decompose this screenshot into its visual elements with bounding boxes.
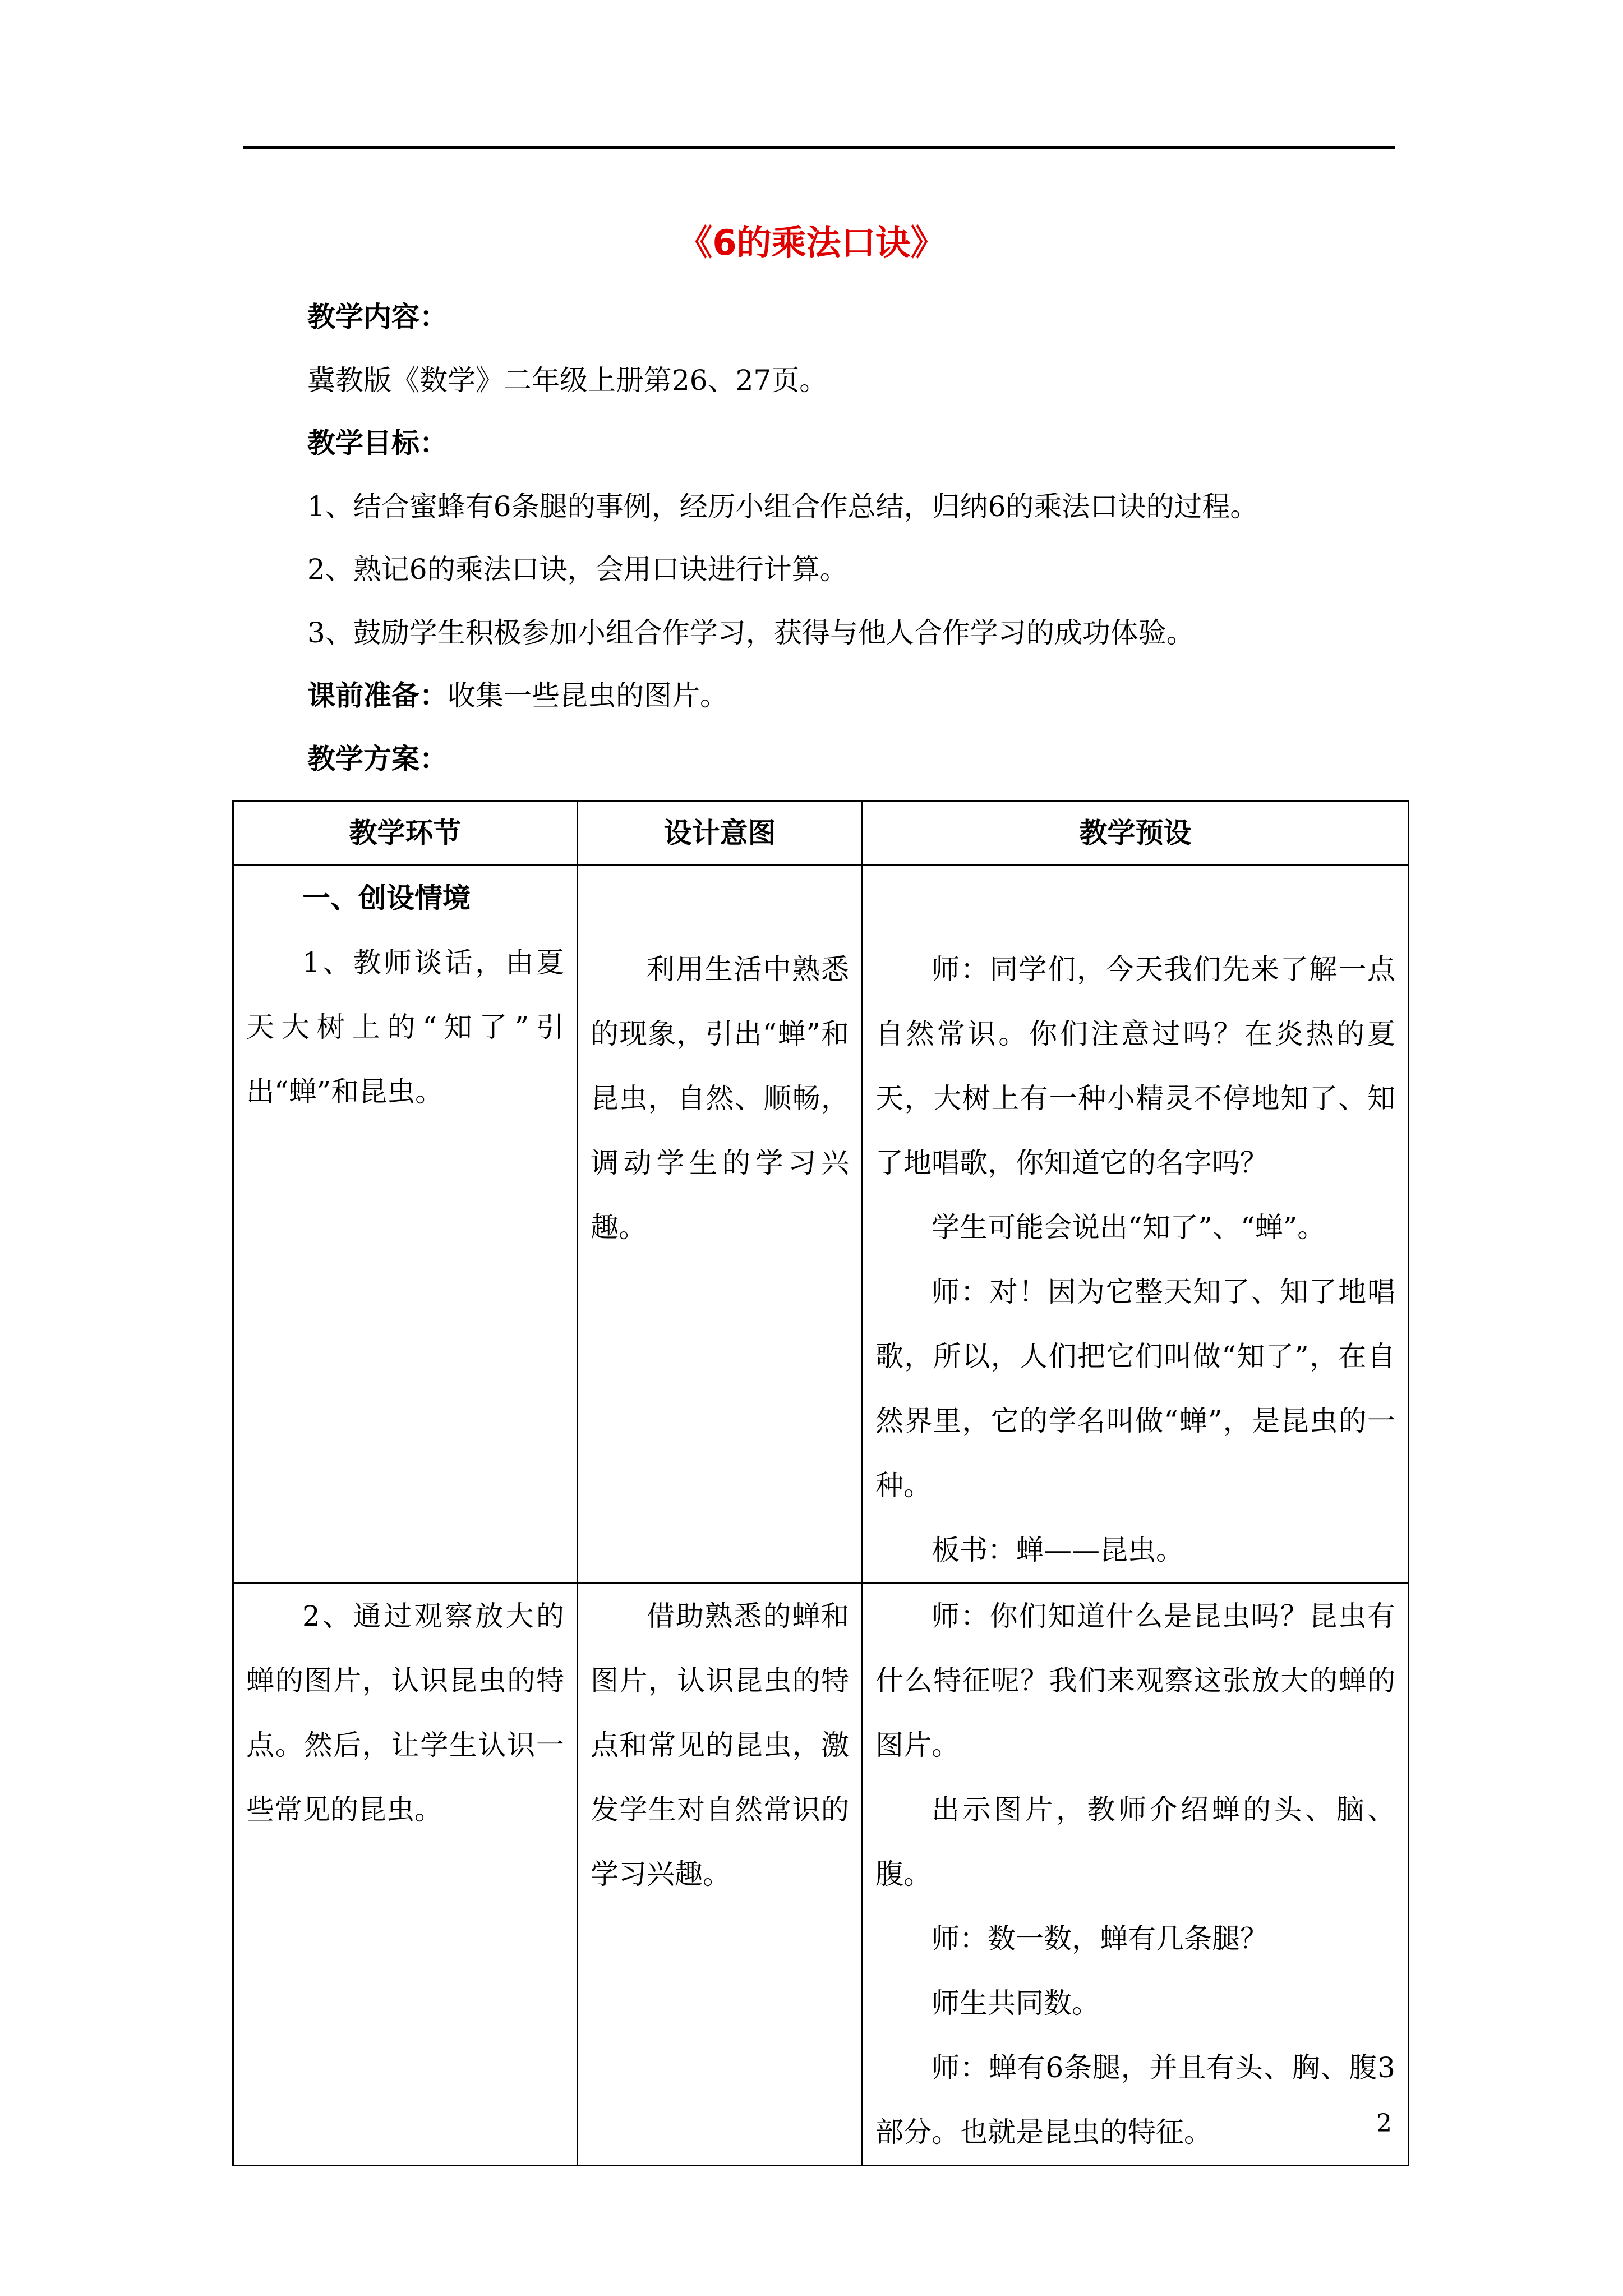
stage-cell <box>233 1584 578 2166</box>
content-heading: 教学内容： <box>307 301 448 333</box>
plan-cell <box>863 1584 1409 2166</box>
prep-heading: 课前准备： <box>307 679 448 712</box>
page-number: 2 <box>1376 2109 1392 2138</box>
stage-text: 1、教师谈话，由夏天大树上的“知了”引出“蝉”和昆虫。 <box>246 946 564 1108</box>
plan-paragraph: 师：对！因为它整天知了、知了地唱歌，所以，人们把它们叫做“知了”，在自然界里，它的学名叫做“蝉”，是昆虫的一种。 <box>875 1276 1395 1502</box>
prep-text: 收集一些昆虫的图片。 <box>448 679 728 712</box>
goal-item-3: 3、鼓励学生积极参加小组合作学习，获得与他人合作学习的成功体验。 <box>307 616 1195 649</box>
plan-paragraph: 师：你们知道什么是昆虫吗？昆虫有什么特征呢？我们来观察这张放大的蝉的图片。 <box>875 1600 1395 1761</box>
plan-paragraph: 师：蝉有6条腿，并且有头、胸、腹3部分。也就是昆虫的特征。 <box>875 2051 1395 2148</box>
intent-cell <box>578 1584 863 2166</box>
table-row <box>233 866 1409 1584</box>
plan-heading: 教学方案： <box>307 743 448 775</box>
goals-heading: 教学目标： <box>307 427 448 459</box>
intent-cell <box>578 866 863 1584</box>
table-row <box>233 1584 1409 2166</box>
stage-cell <box>233 866 578 1584</box>
stage-text: 2、通过观察放大的蝉的图片，认识昆虫的特点。然后，让学生认识一些常见的昆虫。 <box>246 1600 564 1826</box>
page-title: 《6的乘法口诀》 <box>677 222 946 263</box>
lesson-plan-table <box>232 800 1409 2166</box>
goal-item-1: 1、结合蜜蜂有6条腿的事例，经历小组合作总结，归纳6的乘法口诀的过程。 <box>307 490 1258 523</box>
table-header-row <box>233 801 1409 866</box>
header-stage: 教学环节 <box>233 801 578 866</box>
plan-paragraph: 师：同学们，今天我们先来了解一点自然常识。你们注意过吗？在炎热的夏天，大树上有一种小精灵不停地知了、知了地唱歌，你知道它的名字吗？ <box>875 953 1395 1179</box>
header-plan: 教学预设 <box>863 801 1409 866</box>
plan-paragraph: 师：数一数，蝉有几条腿？ <box>932 1922 1268 1955</box>
goal-item-2: 2、熟记6的乘法口诀，会用口诀进行计算。 <box>307 553 848 586</box>
stage-heading: 一、创设情境 <box>302 882 471 914</box>
plan-paragraph: 学生可能会说出“知了”、“蝉”。 <box>932 1211 1326 1244</box>
header-rule <box>243 146 1395 149</box>
plan-cell <box>863 866 1409 1584</box>
prep-line <box>307 668 728 724</box>
intent-text: 利用生活中熟悉的现象，引出“蝉”和昆虫，自然、顺畅，调动学生的学习兴趣。 <box>591 953 849 1244</box>
content-text: 冀教版《数学》二年级上册第26、27页。 <box>307 364 828 397</box>
plan-paragraph: 师生共同数。 <box>932 1987 1100 2019</box>
intent-text: 借助熟悉的蝉和图片，认识昆虫的特点和常见的昆虫，激发学生对自然常识的学习兴趣。 <box>591 1600 849 1890</box>
plan-paragraph: 板书：蝉——昆虫。 <box>932 1534 1184 1566</box>
plan-paragraph: 出示图片，教师介绍蝉的头、脑、腹。 <box>875 1793 1395 1890</box>
header-intent: 设计意图 <box>578 801 863 866</box>
